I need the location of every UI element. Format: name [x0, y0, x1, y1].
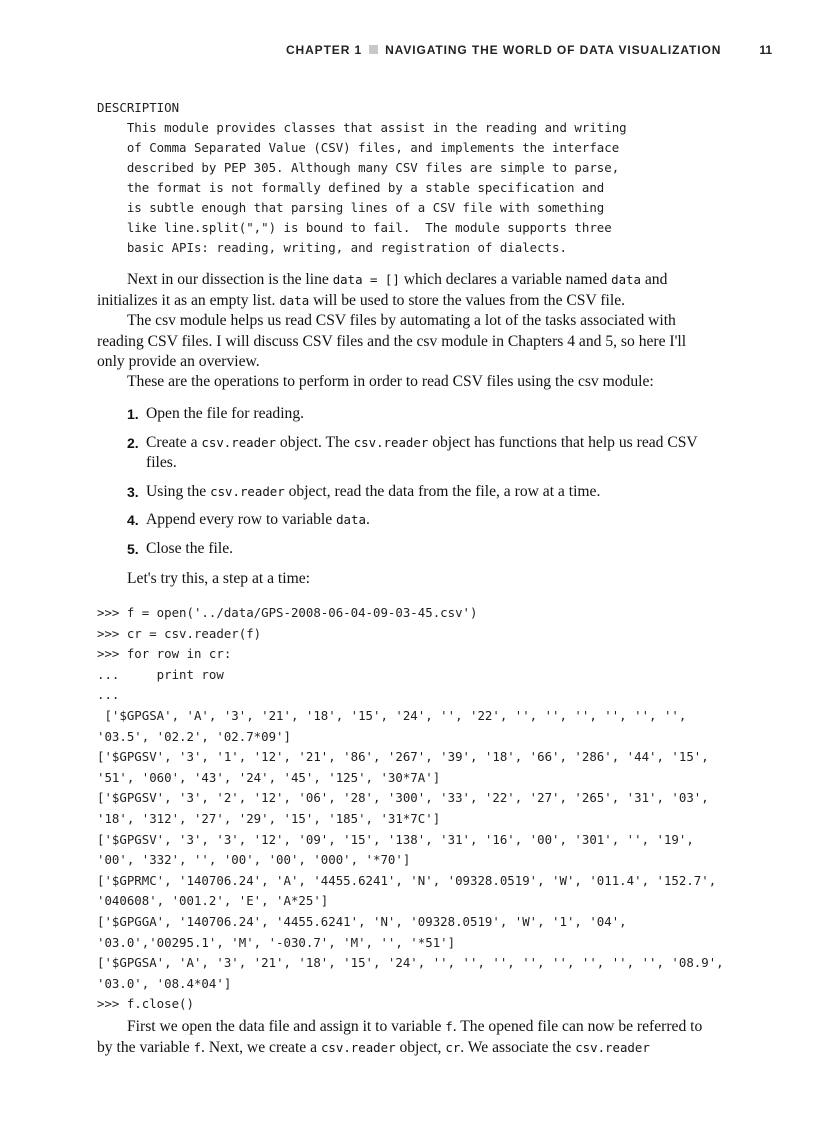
running-header — [0, 43, 772, 57]
code-line: '040608', '001.2', 'E', 'A*25'] — [97, 893, 329, 909]
paragraph-operations-intro: These are the operations to perform in order to read CSV files using the csv module: — [127, 373, 654, 390]
code-line: ['$GPGSA', 'A', '3', '21', '18', '15', '24', '', '22', '', '', '', '', '', '', — [97, 707, 687, 723]
chapter-label: CHAPTER 1 — [285, 43, 363, 57]
list-item: 5. Close the file. — [127, 539, 234, 557]
code-line: >>> f.close() — [97, 996, 194, 1012]
inline-code: data — [336, 512, 366, 527]
code-line: ... print row — [97, 666, 224, 682]
list-item: 2. Create a csv.reader object. The csv.reader object has functions that help us read CSV files. — [127, 433, 698, 471]
list-item: 4. Append every row to variable data. — [127, 511, 370, 528]
code-line: ['$GPGGA', '140706.24', '4455.6241', 'N', '09328.0519', 'W', '1', '04', — [97, 913, 627, 929]
description-line: like line.split(",") is bound to fail. The module supports three — [97, 220, 612, 235]
code-line: ['$GPRMC', '140706.24', 'A', '4455.6241', 'N', '09328.0519', 'W', '011.4', '152.7', — [97, 872, 717, 888]
code-line: '18', '312', '27', '29', '15', '185', '31*7C'] — [97, 810, 441, 826]
code-line: '03.0','00295.1', 'M', '-030.7', 'M', '', '*51'] — [97, 934, 456, 950]
code-line: '03.0', '08.4*04'] — [97, 975, 232, 991]
paragraph-explanation: First we open the data file and assign it to variable f. The opened file can now be referred to by the variable f. Next, we create a csv.reader object, cr. We associate the csv.reader — [97, 1018, 703, 1056]
code-line: '51', '060', '43', '24', '45', '125', '30*7A'] — [97, 769, 441, 785]
code-line: ... — [97, 687, 120, 703]
description-line: the format is not formally defined by a stable specification and — [97, 180, 605, 195]
operations-list — [127, 404, 717, 559]
inline-code: f — [445, 1019, 453, 1034]
description-line: is subtle enough that parsing lines of a CSV file with something — [97, 200, 605, 215]
inline-code: data — [279, 292, 310, 308]
description-line: basic APIs: reading, writing, and registration of dialects. — [97, 240, 567, 255]
inline-code: data — [611, 272, 641, 287]
code-line: '00', '332', '', '00', '00', '000', '*70'] — [97, 852, 411, 868]
description-line: This module provides classes that assist in the reading and writing — [97, 120, 627, 135]
code-line: ['$GPGSA', 'A', '3', '21', '18', '15', '24', '', '', '', '', '', '', '', '', '08.9', — [97, 955, 724, 971]
page-number: 11 — [759, 43, 772, 57]
description-heading: DESCRIPTION — [97, 100, 180, 115]
code-line: >>> f = open('../data/GPS-2008-06-04-09-03-45.csv') — [97, 605, 478, 620]
inline-code: csv.reader — [201, 434, 277, 450]
paragraph-step-intro: Let's try this, a step at a time: — [127, 570, 310, 587]
code-line: ['$GPGSV', '3', '1', '12', '21', '86', '267', '39', '18', '66', '286', '44', '15', — [97, 749, 709, 765]
list-item: 3. Using the csv.reader object, read the data from the file, a row at a time. — [127, 482, 601, 500]
inline-code: csv.reader — [353, 434, 429, 450]
paragraph-csv-module: The csv module helps us read CSV files by automating a lot of the tasks associated with reading CSV files. I will discuss CSV files and the csv module in Chapters 4 and 5, so here I'll only provide an overview. — [97, 312, 687, 370]
module-description-code — [97, 98, 757, 258]
description-line: described by PEP 305. Although many CSV files are simple to parse, — [97, 160, 620, 175]
description-line: of Comma Separated Value (CSV) files, and implements the interface — [97, 140, 620, 155]
code-line: ['$GPGSV', '3', '3', '12', '09', '15', '138', '31', '16', '00', '301', '', '19', — [97, 831, 694, 847]
paragraph-data-list: Next in our dissection is the line data = [] which declares a variable named data and initializes it as an empty list. data will be used to store the values from the CSV file. — [97, 271, 668, 309]
chapter-title: NAVIGATING THE WORLD OF DATA VISUALIZATION — [385, 43, 722, 57]
inline-code: data = [] — [332, 272, 400, 287]
separator-square-icon — [369, 45, 378, 54]
python-session-code — [97, 603, 757, 1015]
inline-code: f — [193, 1039, 202, 1055]
list-item: 1. Open the file for reading. — [127, 405, 305, 422]
inline-code: csv.reader — [210, 483, 285, 499]
code-line: >>> cr = csv.reader(f) — [97, 625, 262, 641]
inline-code: csv.reader — [575, 1039, 650, 1055]
code-line: ['$GPGSV', '3', '2', '12', '06', '28', '300', '33', '22', '27', '265', '31', '03', — [97, 790, 709, 806]
code-line: >>> for row in cr: — [97, 646, 232, 662]
code-line: '03.5', '02.2', '02.7*09'] — [97, 728, 291, 744]
inline-code: cr — [445, 1039, 461, 1055]
inline-code: csv.reader — [320, 1039, 396, 1055]
